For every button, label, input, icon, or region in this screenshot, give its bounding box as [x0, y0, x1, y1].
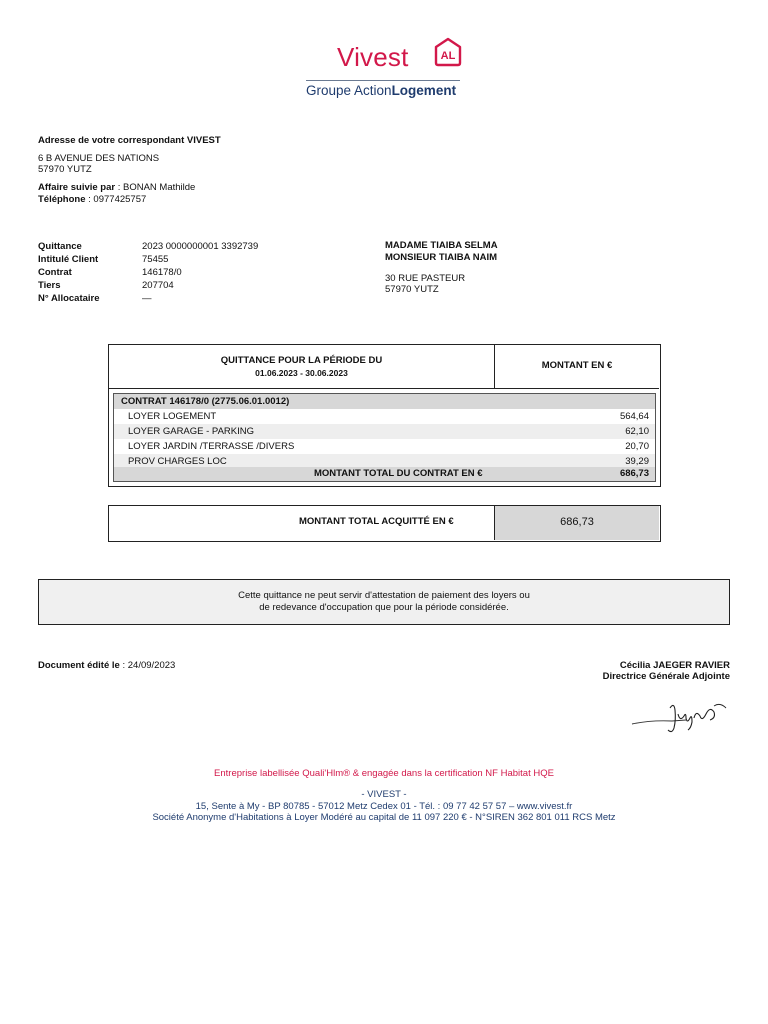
total-acquitte-label-cell — [109, 506, 495, 540]
action-logement-house-icon — [434, 37, 462, 67]
footer-address: 15, Sente à My - BP 80785 - 57012 Metz Cedex 01 - Tél. : 09 77 42 57 57 – www.vivest.fr — [195, 801, 573, 812]
info-value-contrat: 146178/0 — [142, 267, 182, 278]
signatory-name: Cécilia JAEGER RAVIER — [619, 660, 730, 671]
footer-legal: Société Anonyme d'Habitations à Loyer Modéré au capital de 11 097 220 € - N°SIREN 362 801 011 RCS Metz — [152, 812, 616, 823]
info-label-client: Intitulé Client — [38, 254, 99, 265]
recipient-name-1: MADAME TIAIBA SELMA — [385, 240, 498, 251]
contract-total-amount: 686,73 — [619, 468, 649, 479]
line-label: LOYER LOGEMENT — [128, 411, 217, 422]
info-label-tiers: Tiers — [38, 280, 61, 291]
recipient-name-2: MONSIEUR TIAIBA NAIM — [385, 252, 498, 263]
contract-total-label: MONTANT TOTAL DU CONTRAT EN € — [314, 468, 483, 479]
total-acquitte-amount: 686,73 — [560, 516, 594, 528]
contract-lines-box — [113, 393, 656, 482]
info-value-tiers: 207704 — [142, 280, 174, 291]
info-value-allocataire: — — [142, 293, 152, 304]
recipient-address-line2: 57970 YUTZ — [385, 284, 439, 295]
affaire-suivie: Affaire suivie par : BONAN Mathilde — [38, 182, 196, 193]
correspondent-address-line1: 6 B AVENUE DES NATIONS — [38, 153, 160, 164]
signature-image — [630, 696, 730, 736]
footer-label-line: Entreprise labellisée Quali'Hlm® & engagée dans la certification NF Habitat HQE — [214, 768, 554, 779]
period-header — [109, 345, 495, 389]
line-amount: 564,64 — [619, 411, 649, 422]
recipient-address-line1: 30 RUE PASTEUR — [385, 273, 466, 284]
table-row — [114, 424, 655, 439]
notice-box — [38, 579, 730, 625]
info-label-quittance: Quittance — [38, 241, 82, 252]
vivest-logo-wordmark: Vivest — [337, 42, 409, 72]
document-edition-date: Document édité le : 24/09/2023 — [38, 660, 176, 671]
info-value-quittance: 2023 0000000001 3392739 — [142, 241, 259, 252]
period-header-dates: 01.06.2023 - 30.06.2023 — [255, 368, 348, 378]
period-table — [108, 344, 661, 487]
footer-company: - VIVEST - — [361, 789, 407, 800]
logo-mark-text: AL — [440, 50, 456, 62]
info-label-contrat: Contrat — [38, 267, 72, 278]
correspondent-address-line2: 57970 YUTZ — [38, 164, 92, 175]
line-amount: 20,70 — [625, 441, 649, 452]
amount-header-label: MONTANT EN € — [541, 360, 613, 371]
contract-row: CONTRAT 146178/0 (2775.06.01.0012) — [114, 394, 655, 409]
correspondent-heading: Adresse de votre correspondant VIVEST — [38, 135, 221, 146]
group-action-logement-label: Groupe ActionLogement — [306, 83, 457, 98]
table-row — [114, 439, 655, 454]
line-label: LOYER GARAGE - PARKING — [128, 426, 254, 437]
signatory-title: Directrice Générale Adjointe — [602, 671, 730, 682]
notice-line2: de redevance d'occupation que pour la période considérée. — [259, 602, 509, 613]
notice-line1: Cette quittance ne peut servir d'attestation de paiement des loyers ou — [238, 590, 530, 601]
line-label: PROV CHARGES LOC — [128, 456, 227, 467]
line-amount: 39,29 — [625, 456, 649, 467]
info-value-client: 75455 — [142, 254, 169, 265]
amount-header — [495, 345, 659, 389]
correspondent-phone: Téléphone : 0977425757 — [38, 194, 147, 205]
info-label-allocataire: N° Allocataire — [38, 293, 100, 304]
period-header-title: QUITTANCE POUR LA PÉRIODE DU — [220, 355, 383, 366]
contract-total-row — [114, 467, 655, 481]
table-row — [114, 409, 655, 424]
line-amount: 62,10 — [625, 426, 649, 437]
total-acquitte-box — [108, 505, 661, 542]
line-label: LOYER JARDIN /TERRASSE /DIVERS — [128, 441, 295, 452]
total-acquitte-label: MONTANT TOTAL ACQUITTÉ EN € — [299, 516, 454, 527]
logo-divider — [306, 80, 460, 81]
total-acquitte-amount-cell — [495, 506, 659, 540]
